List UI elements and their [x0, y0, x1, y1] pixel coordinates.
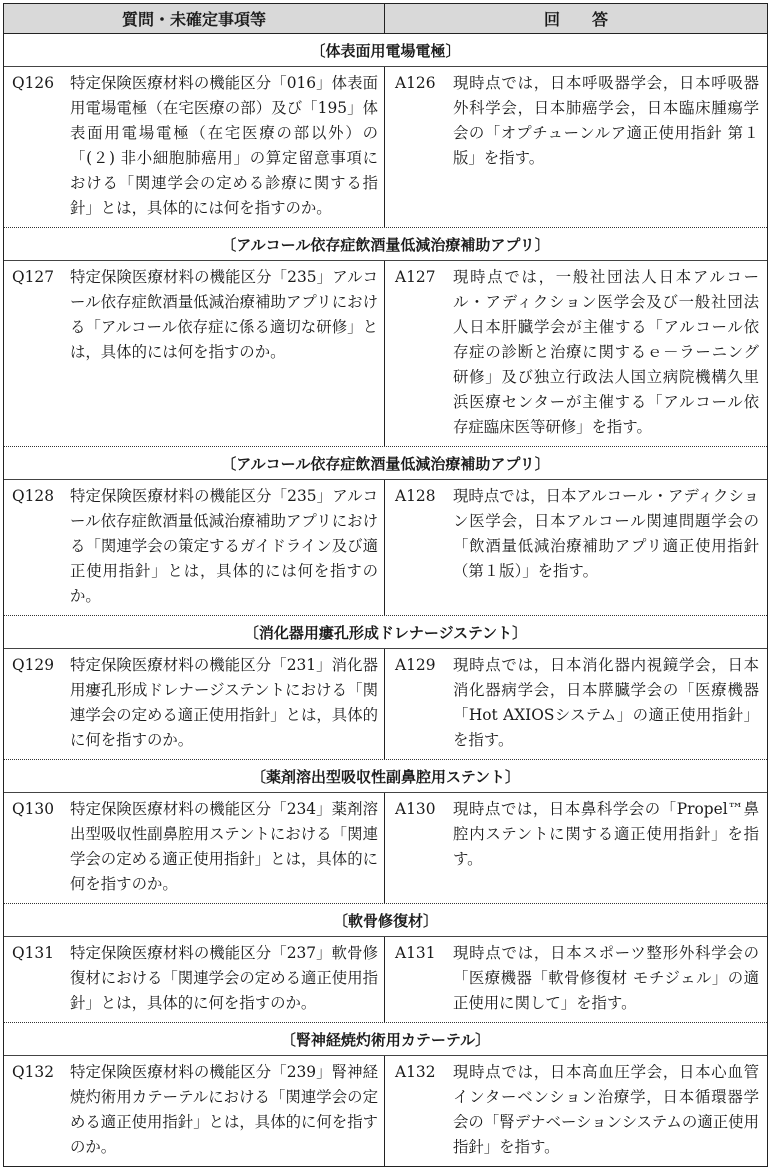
answer-text: 現時点では，日本消化器内視鏡学会，日本消化器病学会，日本膵臓学会の「医療機器「Hot AXIOSシステム」の適正使用指針」を指す。	[453, 656, 759, 749]
question-text: 特定保険医療材料の機能区分「016」体表面用電場電極（在宅医療の部）及び「195」体表面用電場電極（在宅医療の部以外）の「(２) 非小細胞肺癌用」の算定留意事項における「関連学会の定める診療に関する指針」とは，具体的には何を指すのか。	[70, 74, 378, 217]
question-number: Q129	[12, 656, 54, 674]
answer-text: 現時点では，日本鼻科学会の「Propel™鼻腔内ステントに関する適正使用指針」を指す。	[453, 800, 759, 868]
section-title: 〔腎神経焼灼術用カテーテル〕	[4, 1023, 767, 1056]
answer-text: 現時点では，日本呼吸器学会，日本呼吸器外科学会，日本肺癌学会，日本臨床腫瘍学会の「オプチューンルア適正使用指針 第１版」を指す。	[453, 74, 759, 167]
question-cell	[4, 480, 385, 615]
question-cell	[4, 937, 385, 1022]
answer-text: 現時点では，日本高血圧学会，日本心血管インターベンション治療学，日本循環器学会の「腎デナベーションシステムの適正使用指針」を指す。	[453, 1063, 759, 1156]
section-title: 〔薬剤溶出型吸収性副鼻腔用ステント〕	[4, 760, 767, 793]
qa-section	[4, 760, 767, 904]
question-text: 特定保険医療材料の機能区分「237」軟骨修復材における「関連学会の定める適正使用指針」とは，具体的に何を指すのか。	[70, 944, 378, 1012]
answer-number: A128	[395, 487, 436, 505]
qa-row	[4, 1056, 767, 1166]
qa-section	[4, 447, 767, 616]
section-title: 〔軟骨修復材〕	[4, 904, 767, 937]
answer-number: A129	[395, 656, 436, 674]
question-text: 特定保険医療材料の機能区分「234」薬剤溶出型吸収性副鼻腔用ステントにおける「関連学会の定める適正使用指針」とは，具体的に何を指すのか。	[70, 800, 378, 893]
question-number: Q130	[12, 800, 54, 818]
answer-number: A131	[395, 944, 436, 962]
question-number: Q128	[12, 487, 54, 505]
question-text: 特定保険医療材料の機能区分「231」消化器用瘻孔形成ドレナージステントにおける「関連学会の定める適正使用指針」とは，具体的に何を指すのか。	[70, 656, 378, 749]
qa-row	[4, 937, 767, 1022]
qa-row	[4, 261, 767, 446]
qa-row	[4, 480, 767, 615]
answer-text: 現時点では，一般社団法人日本アルコール・アディクション医学会及び一般社団法人日本肝臓学会が主催する「アルコール依存症の診断と治療に関するｅ－ラーニング研修」及び独立行政法人国立病院機構久里浜医療センターが主催する「アルコール依存症臨床医等研修」を指す。	[453, 268, 759, 436]
question-text: 特定保険医療材料の機能区分「235」アルコール依存症飲酒量低減治療補助アプリにおける「アルコール依存症に係る適切な研修」とは，具体的には何を指すのか。	[70, 268, 378, 361]
answer-cell	[385, 793, 767, 903]
question-number: Q126	[12, 74, 54, 92]
qa-section	[4, 34, 767, 228]
question-number: Q127	[12, 268, 54, 286]
question-number: Q132	[12, 1063, 54, 1081]
question-cell	[4, 649, 385, 759]
answer-text: 現時点では，日本アルコール・アディクション医学会，日本アルコール関連問題学会の「飲酒量低減治療補助アプリ適正使用指針（第１版）」を指す。	[453, 487, 759, 580]
section-title: 〔アルコール依存症飲酒量低減治療補助アプリ〕	[4, 447, 767, 480]
question-text: 特定保険医療材料の機能区分「235」アルコール依存症飲酒量低減治療補助アプリにおける「関連学会の策定するガイドライン及び適正使用指針」とは，具体的には何を指すのか。	[70, 487, 378, 605]
qa-section	[4, 616, 767, 760]
question-number: Q131	[12, 944, 54, 962]
answer-column-header: 回 答	[543, 10, 608, 29]
answer-cell	[385, 1056, 767, 1166]
question-cell	[4, 67, 385, 227]
question-column-header: 質問・未確定事項等	[4, 4, 385, 33]
section-title: 〔消化器用瘻孔形成ドレナージステント〕	[4, 616, 767, 649]
answer-number: A127	[395, 268, 436, 286]
question-text: 特定保険医療材料の機能区分「239」腎神経焼灼術用カテーテルにおける「関連学会の定める適正使用指針」とは，具体的に何を指すのか。	[70, 1063, 378, 1156]
section-title: 〔アルコール依存症飲酒量低減治療補助アプリ〕	[4, 228, 767, 261]
answer-cell	[385, 937, 767, 1022]
qa-section	[4, 228, 767, 447]
answer-number: A132	[395, 1063, 436, 1081]
qa-row	[4, 793, 767, 903]
answer-cell	[385, 649, 767, 759]
answer-cell	[385, 67, 767, 227]
qa-section	[4, 1023, 767, 1166]
answer-number: A130	[395, 800, 436, 818]
question-cell	[4, 793, 385, 903]
table-header	[4, 4, 767, 34]
section-title: 〔体表面用電場電極〕	[4, 34, 767, 67]
answer-number: A126	[395, 74, 436, 92]
qa-row	[4, 67, 767, 227]
qa-section	[4, 904, 767, 1023]
qa-table	[3, 3, 768, 1167]
answer-text: 現時点では，日本スポーツ整形外科学会の「医療機器「軟骨修復材 モチジェル」の適正使用に関して」を指す。	[453, 944, 759, 1012]
answer-cell	[385, 261, 767, 446]
answer-cell	[385, 480, 767, 615]
qa-row	[4, 649, 767, 759]
question-cell	[4, 1056, 385, 1166]
question-cell	[4, 261, 385, 446]
